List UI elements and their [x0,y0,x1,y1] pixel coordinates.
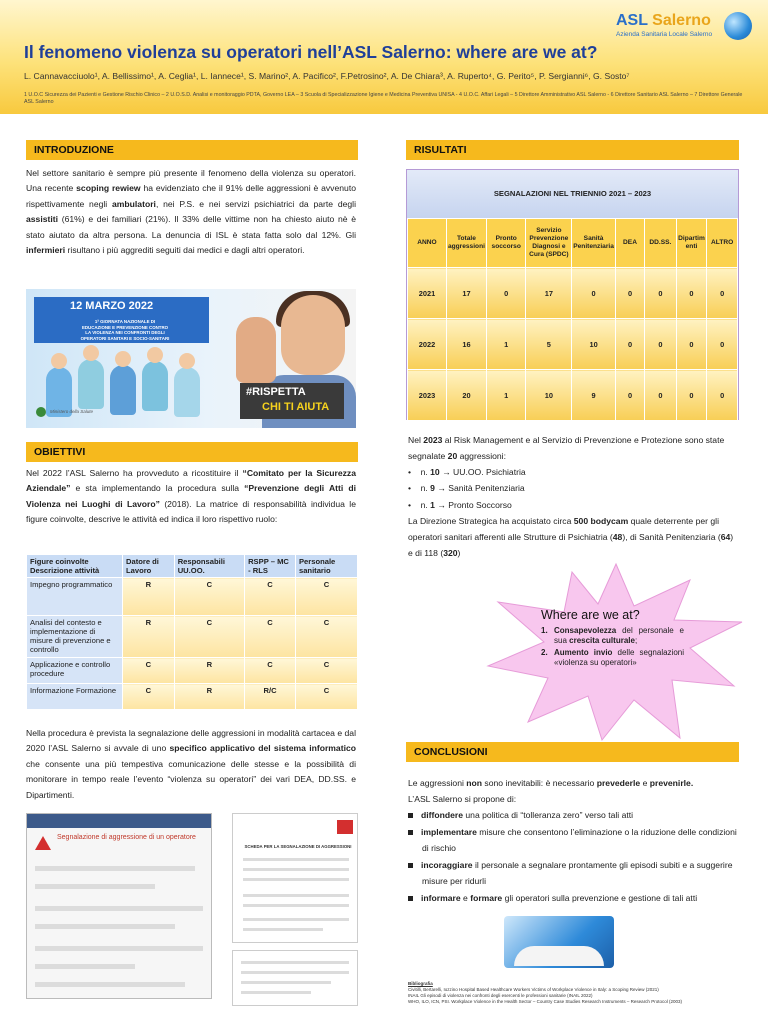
matrix-header-row [27,555,358,578]
results-row [408,268,738,319]
results-cell: 0 [676,268,707,319]
conclusions-heading: CONCLUSIONI [406,742,739,762]
campaign-text: 1ª GIORNATA NAZIONALE DI EDUCAZIONE E PREVENZIONE CONTRO LA VIOLENZA NEI CONFRONTI DEGLI OPERATORI SANITARI E SOCIO-SANITARI [80,319,170,342]
nurse-face [281,295,345,375]
paper-form-page-2 [232,950,358,1006]
text-run: prevenirle. [649,778,694,788]
matrix-header: Personale sanitario [295,555,357,578]
text-run: (2018). La matrice di responsabilità individua le figure coinvolte, descrive le attività ed indica il loro rispettivo ruolo: [26,498,356,525]
text-run: crescita culturale [569,636,635,646]
conclusions-bullet [408,858,740,890]
results-cell: 2022 [408,319,447,370]
matrix-cell: C [174,578,244,616]
campaign-banner [34,297,209,343]
matrix-cell: R [174,684,244,710]
results-col-header: Sanità Penitenziaria [572,219,616,268]
matrix-row-label: Analisi del contesto e implementazione di misure di prevenzione e controllo [27,616,123,658]
form-field [243,878,349,881]
matrix-row [27,578,358,616]
text-run: (61%) e dei familiari (21%). Il 33% delle vittime non ha chiesto aiuto nè è stato aiutato da altra persona. La denuncia di ISL è stata fatta solo dal 12%. Gli [26,214,356,240]
text-run: → Sanità Penitenziaria [434,483,525,494]
campaign-image [26,289,356,428]
results-heading: RISULTATI [406,140,739,160]
matrix-cell: C [295,658,357,684]
logo-salerno: Salerno [652,12,711,29]
results-cell: 0 [572,268,616,319]
text-run: Le aggressioni [408,778,467,788]
results-cell: 17 [526,268,572,319]
text-run: scoping rewiew [76,183,141,194]
republic-emblem-icon [36,407,46,417]
matrix-cell: R [123,616,175,658]
results-col-header: ANNO [408,219,447,268]
results-row [408,370,738,421]
matrix-header: RSPP – MC - RLS [245,555,296,578]
text-run: misure che consentono l’eliminazione o la riduzione delle condizioni di rischio [422,826,737,853]
ministry-label: Ministero della Salute [50,409,94,414]
form-logo-icon [337,820,353,834]
results-col-header: Totale aggressioni [446,219,486,268]
text-run: Aumento invio [554,648,613,658]
objectives-heading: OBIETTIVI [26,442,358,462]
logo-wordmark [616,12,711,30]
conclusions-text [408,776,740,908]
text-run: e [640,778,650,788]
matrix-cell: C [295,616,357,658]
campaign-date: 12 MARZO 2022 [70,300,154,312]
matrix-cell: C [295,684,357,710]
text-run: Consapevolezza [554,626,617,635]
text-run: “Comitato per la Sicurezza Aziendale” [26,468,356,494]
responsibility-matrix [26,554,358,710]
matrix-header: Figure coinvolte Descrizione attività [27,555,123,578]
logo-subtitle: Azienda Sanitaria Locale Salerno [616,31,713,38]
app-toolbar [27,814,212,828]
text-run: una politica di “tolleranza zero” verso tali atti [463,809,634,820]
text-run: 64 [720,531,731,542]
results-cell: 0 [645,370,677,421]
form-field [243,858,349,861]
results-header-row [408,219,738,268]
matrix-row [27,684,358,710]
bibliography-ref: WHO, ILO, ICN, PSI. Workplace Violence in the Health Sector – Country Case Studies Research Instruments – Research Protocol (2003) [408,999,682,1005]
bibliography [408,981,738,1005]
form-field [35,884,155,889]
text-run: assistiti [26,214,59,225]
results-cell: 9 [572,370,616,421]
form-field [241,991,311,994]
matrix-cell: C [245,616,296,658]
healthworker-head [51,353,67,369]
healthworker-head [179,353,195,369]
form-field [243,868,349,871]
text-run: infermieri [26,245,66,256]
square-bullet-icon [408,830,413,835]
text-run: Nel [408,435,424,445]
healthworker-figure [78,359,104,409]
text-run: incoraggiare [421,859,473,870]
text-run: prevederle [596,778,641,788]
text-run: Nella procedura è prevista la segnalazione delle aggressioni in modalità cartacea e dal 2020 l’ASL Salerno si avvale di uno [26,728,356,754]
healthworker-head [147,347,163,363]
results-col-header: Pronto soccorso [486,219,526,268]
text-run: ) e di 118 ( [408,531,734,559]
logo-asl: ASL [616,12,653,29]
star-item-number: 2. [541,648,548,658]
healthworker-figure [142,361,168,411]
bodycam-paragraph [408,513,738,561]
text-run: ), di Sanità Penitenziaria ( [622,531,721,542]
text-run: non [466,778,483,788]
results-cell: 17 [446,268,486,319]
text-run: n. [420,483,431,494]
hashtag-line-1: #RISPETTA [246,386,306,398]
healthworker-figure [174,367,200,417]
text-run: informare [421,892,461,903]
form-field [35,906,203,911]
form-field [241,961,349,964]
poster-title: Il fenomeno violenza su operatori nell’ASL Salerno: where are we at? [24,42,598,62]
results-cell: 20 [446,370,486,421]
text-run: il personale a segnalare prontamente gli episodi subiti e a suggerire misure per ridurli [422,859,733,886]
matrix-cell: R [123,578,175,616]
form-field [243,918,349,921]
results-col-header: DD.SS. [645,219,677,268]
poster-header [0,0,768,114]
form-field [35,964,135,969]
results-cell: 0 [676,370,707,421]
results-cell: 16 [446,319,486,370]
results-col-header: ALTRO [707,219,738,268]
results-cell: 0 [645,319,677,370]
form-field [243,894,349,897]
results-cell: 0 [615,370,644,421]
results-cell: 1 [486,319,526,370]
text-run: ) [457,548,461,559]
asl-salerno-logo [616,12,752,44]
results-bullet: • n. 1 → Pronto Soccorso [408,499,512,510]
results-cell: 0 [615,319,644,370]
results-col-header: Dipartimenti [676,219,707,268]
results-bullet: • n. 9 → Sanità Penitenziaria [408,483,525,494]
text-run: 320 [443,548,458,559]
results-cell: 0 [645,268,677,319]
star-list [541,626,684,670]
star-title: Where are we at? [541,608,640,622]
results-text [408,432,738,561]
results-cell: 0 [707,268,738,319]
form-field [35,866,195,871]
intro-heading: INTRODUZIONE [26,140,358,160]
text-run: gli operatori sulla prevenzione e gestione di tali atti [502,892,698,903]
text-run: Nel settore sanitario è sempre più presente il fenomeno della violenza su operatori. Una recente [26,168,356,194]
matrix-cell: C [295,578,357,616]
text-run: La Direzione Strategica ha acquistato circa [408,515,574,526]
results-cell: 2023 [408,370,447,421]
results-cell: 2021 [408,268,447,319]
globe-icon [724,12,752,40]
results-cell: 0 [707,319,738,370]
text-run: 20 [447,451,458,462]
text-run: Nel 2022 l’ASL Salerno ha provveduto a ricostituire il [26,468,243,478]
text-run: sono inevitabili: è necessario [482,778,597,788]
matrix-cell: C [245,578,296,616]
text-run: ; [634,636,638,646]
form-field [243,928,323,931]
text-run: implementare [421,826,477,837]
star-item-number: 1. [541,626,548,635]
text-run: specifico applicativo del sistema informatico [169,743,356,754]
results-cell: 0 [707,370,738,421]
healthworker-figure [110,365,136,415]
text-run: n. [420,467,431,478]
text-run: n. [420,499,431,510]
matrix-header: Responsabili UU.OO. [174,555,244,578]
results-table [407,218,738,421]
results-cell: 0 [615,268,644,319]
text-run: 2023 [423,435,443,445]
conclusions-bullet [408,891,740,907]
results-cell: 10 [526,370,572,421]
results-cell: 10 [572,319,616,370]
text-run: 48 [612,531,623,542]
app-screenshot [26,813,212,999]
form-field [243,904,349,907]
paper-form-title: SCHEDA PER LA SEGNALAZIONE DI AGGRESSIONI [244,844,352,849]
text-run: e sta implementando la procedura sulla [70,483,245,494]
results-summary [408,432,738,464]
text-run: 10 [430,467,440,478]
bibliography-title: Bibliografia [408,981,433,986]
healthworker-head [115,351,131,367]
text-run: al Risk Management e al Servizio di Prevenzione e Protezione sono state segnalate [408,435,725,462]
bibliography-ref: INAIL Gli episodi di violenza nei confronti degli esercenti le professioni sanitarie (INAIL 2022) [408,993,593,999]
form-field [35,982,185,987]
digital-book-image [504,916,614,968]
results-cell: 0 [486,268,526,319]
healthworker-head [83,345,99,361]
square-bullet-icon [408,896,413,901]
text-run: , nei P.S. e nei servizi psichiatrici da parte degli [155,198,356,209]
stop-hand-icon [236,317,276,383]
matrix-cell: C [245,658,296,684]
text-run: che consente una più tempestiva comunicazione delle stesse e la possibilità di monitorare in tempo reale l’evento “violenza su operatori” dei vari DEA, DD.SS. e Dipartimenti. [26,758,356,800]
hashtag-line-2: CHI TI AIUTA [262,401,330,413]
matrix-row [27,658,358,684]
paper-form-screenshot [232,813,358,943]
text-run: → UU.OO. Psichiatria [439,467,526,478]
text-run: formare [470,892,503,903]
form-field [35,924,175,929]
text-run: del personale e sua [554,626,684,646]
star-item [541,626,684,646]
matrix-row-label: Impegno programmatico [27,578,123,616]
form-field [35,946,203,951]
text-run: 9 [430,483,435,494]
text-run: diffondere [421,809,464,820]
form-field [241,971,349,974]
bibliography-ref: Civitilli, Bertarelli, Iozzino Hospital Based Healthcare Workers Victims of Workplace Violence in Italy: a Scoping Review (2021) [408,987,659,993]
conclusions-lead [408,776,740,792]
matrix-cell: C [174,616,244,658]
text-run: ha evidenziato che il 91% delle aggressioni è avvenuto rispettivamente negli [26,183,356,209]
text-run: quale deterrente per gli operatori sanitari afferenti alle Strutture di Psichiatria ( [408,515,720,542]
text-run: delle segnalazioni «violenza su operatori» [554,648,685,668]
matrix-row [27,616,358,658]
results-bullet: • n. 10 → UU.OO. Psichiatria [408,467,526,478]
conclusions-bullet [408,808,740,824]
text-run: 500 bodycam [573,515,629,526]
matrix-cell: R/C [245,684,296,710]
matrix-header: Datore di Lavoro [123,555,175,578]
matrix-cell: C [123,684,175,710]
results-row [408,319,738,370]
authors-line: L. Cannavacciuolo¹, A. Bellissimo¹, A. Ceglia¹, L. Iannece¹, S. Marino², A. Pacifico², F.Petrosino², A. De Chiara³, A. Ruperto⁴, G. Perito⁵, P. Sergianni⁶, G. Sosto⁷ [24,71,630,81]
objectives-paragraph [26,466,356,528]
text-run: → Pronto Soccorso [434,499,512,510]
warning-icon [35,836,51,850]
text-run: e [460,892,471,903]
square-bullet-icon [408,813,413,818]
form-field [241,981,331,984]
results-col-header: DEA [615,219,644,268]
conclusions-intro: L’ASL Salerno si propone di: [408,793,517,804]
text-run: 1 [430,499,435,510]
results-cell: 0 [676,319,707,370]
matrix-row-label: Informazione Formazione [27,684,123,710]
procedure-paragraph [26,726,356,803]
square-bullet-icon [408,863,413,868]
conclusions-bullet [408,825,740,857]
text-run: aggressioni: [457,451,506,462]
open-book-icon [514,946,604,966]
results-col-header: Servizio Prevenzione Diagnosi e Cura (SPDC) [526,219,572,268]
results-cell: 1 [486,370,526,421]
affiliations: 1 U.O.C Sicurezza dei Pazienti e Gestione Rischio Clinico – 2 U.O.S.D. Analisi e monitoraggio PDTA, Governo LEA – 3 Scuola di Specializzazione Igiene e Medicina Preventiva UNISA - 4 U.O.C. Affari Legali – 5 Direttore Amministrativo ASL Salerno - 6 Direttore Sanitario ASL Salerno – 7 Direttore Generale ASL Salerno [24,92,743,106]
matrix-row-label: Applicazione e controllo procedure [27,658,123,684]
text-run: “Prevenzione degli Atti di Violenza nei Luoghi di Lavoro” [26,483,356,509]
matrix-cell: R [174,658,244,684]
results-table-frame [406,169,739,420]
star-item [541,648,684,668]
results-table-title: SEGNALAZIONI NEL TRIENNIO 2021 – 2023 [407,170,738,218]
text-run: ambulatori [112,198,156,209]
app-form-title: Segnalazione di aggressione di un operatore [57,834,196,841]
results-cell: 5 [526,319,572,370]
hashtag-box [240,383,344,419]
matrix-cell: C [123,658,175,684]
intro-paragraph [26,166,356,259]
text-run: risultano i più aggrediti seguiti dai medici e dagli altri operatori. [65,245,305,256]
